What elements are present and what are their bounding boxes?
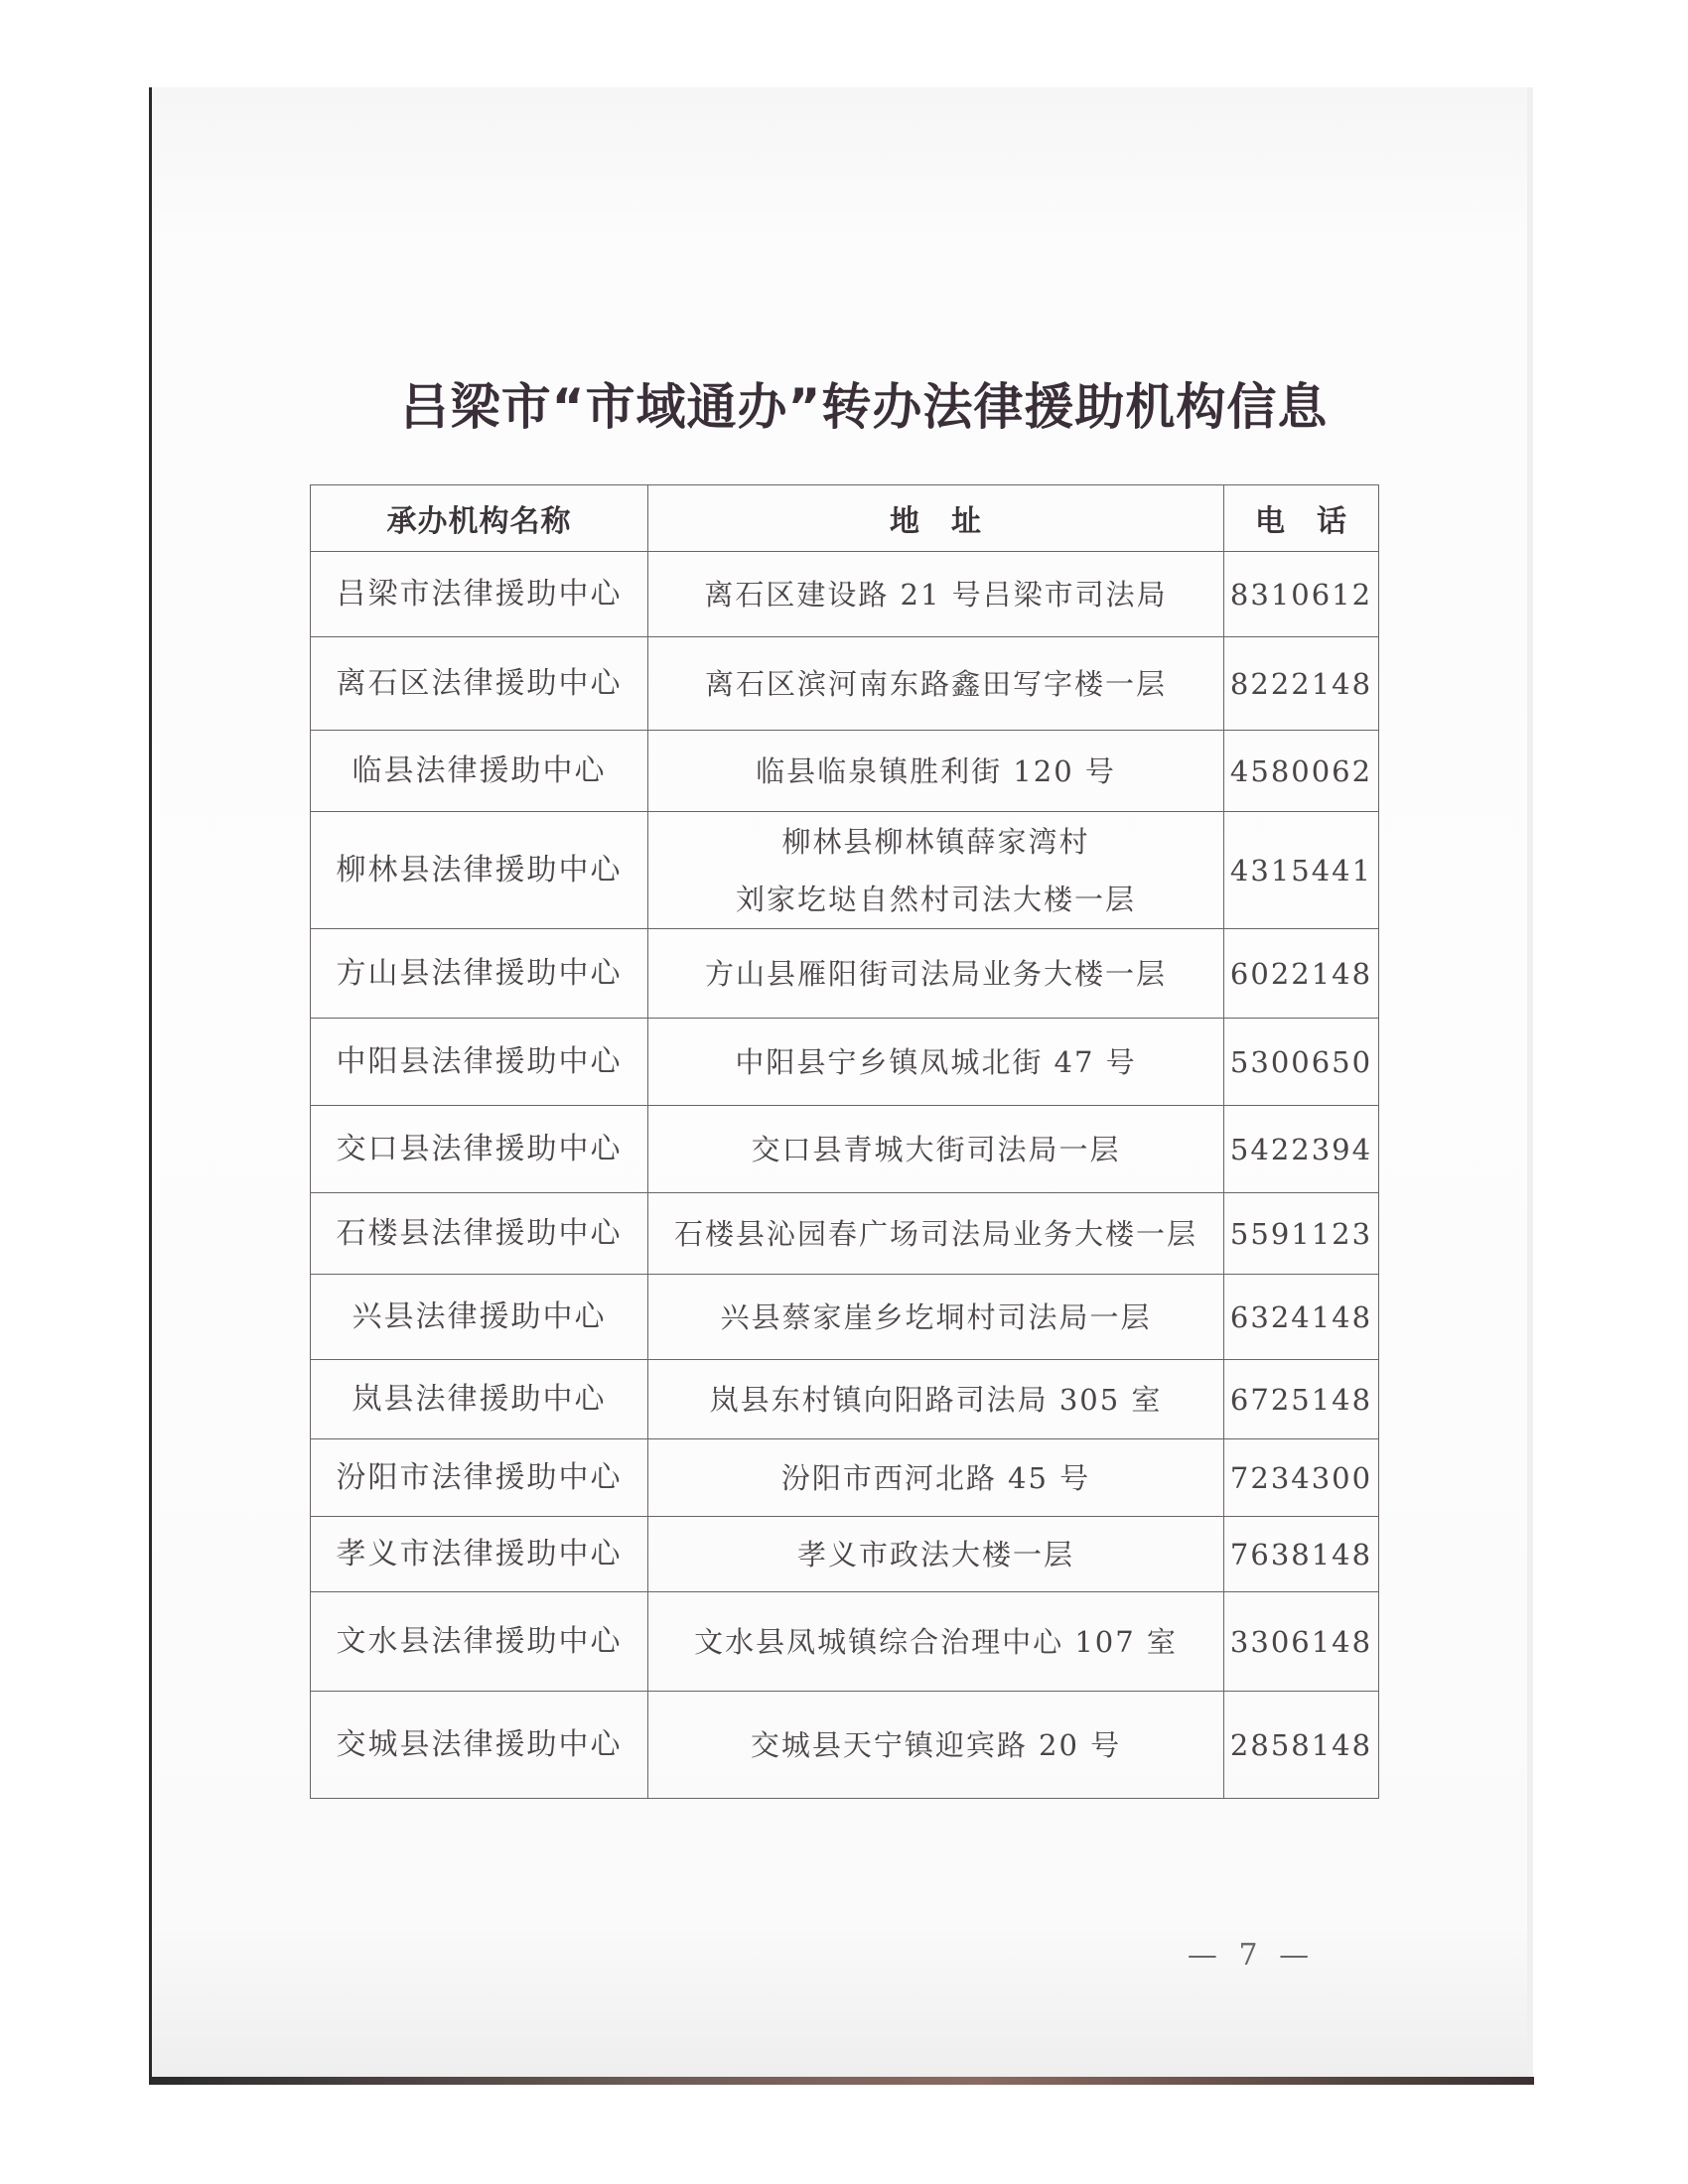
org-name: 吕梁市法律援助中心 (311, 552, 648, 637)
org-phone: 2858148 (1224, 1692, 1379, 1799)
header-phone: 电 话 (1224, 485, 1379, 552)
org-address-multiline (648, 812, 1224, 929)
table-row (311, 1592, 1379, 1692)
org-phone: 8222148 (1224, 637, 1379, 731)
table-header-row (311, 485, 1379, 552)
org-phone: 4580062 (1224, 731, 1379, 812)
org-name: 岚县法律援助中心 (311, 1360, 648, 1439)
org-name: 方山县法律援助中心 (311, 929, 648, 1019)
org-name: 柳林县法律援助中心 (311, 812, 648, 929)
org-phone: 7234300 (1224, 1439, 1379, 1517)
org-phone: 7638148 (1224, 1517, 1379, 1592)
org-phone: 5422394 (1224, 1106, 1379, 1193)
org-name: 兴县法律援助中心 (311, 1275, 648, 1360)
org-name: 孝义市法律援助中心 (311, 1517, 648, 1592)
table-row (311, 1517, 1379, 1592)
org-name: 临县法律援助中心 (311, 731, 648, 812)
org-address: 方山县雁阳街司法局业务大楼一层 (648, 929, 1224, 1019)
org-phone: 5300650 (1224, 1019, 1379, 1106)
table-row (311, 1019, 1379, 1106)
org-name: 汾阳市法律援助中心 (311, 1439, 648, 1517)
table-row (311, 1193, 1379, 1275)
org-address: 临县临泉镇胜利街 120 号 (648, 731, 1224, 812)
org-address: 交口县青城大街司法局一层 (648, 1106, 1224, 1193)
org-address: 离石区滨河南东路鑫田写字楼一层 (648, 637, 1224, 731)
org-address: 石楼县沁园春广场司法局业务大楼一层 (648, 1193, 1224, 1275)
org-address-line1: 柳林县柳林镇薛家湾村 (781, 824, 1090, 859)
org-address: 中阳县宁乡镇凤城北街 47 号 (648, 1019, 1224, 1106)
org-name: 离石区法律援助中心 (311, 637, 648, 731)
document-title: 吕梁市“市域通办”转办法律援助机构信息 (399, 378, 1329, 436)
paper-left-edge (149, 87, 152, 2083)
table-row (311, 731, 1379, 812)
table-row (311, 1275, 1379, 1360)
org-phone: 8310612 (1224, 552, 1379, 637)
page-number: — 7 — (1187, 1938, 1316, 1973)
table-row (311, 1692, 1379, 1799)
table-row (311, 637, 1379, 731)
org-phone: 6022148 (1224, 929, 1379, 1019)
table-row (311, 929, 1379, 1019)
org-name: 交口县法律援助中心 (311, 1106, 648, 1193)
header-name: 承办机构名称 (311, 485, 648, 552)
org-address: 交城县天宁镇迎宾路 20 号 (648, 1692, 1224, 1799)
org-name: 交城县法律援助中心 (311, 1692, 648, 1799)
org-name: 石楼县法律援助中心 (311, 1193, 648, 1275)
table-row (311, 812, 1379, 929)
org-address: 离石区建设路 21 号吕梁市司法局 (648, 552, 1224, 637)
table-row (311, 1439, 1379, 1517)
table-row (311, 1106, 1379, 1193)
legal-aid-table (310, 484, 1379, 1799)
table-row (311, 552, 1379, 637)
org-name: 中阳县法律援助中心 (311, 1019, 648, 1106)
org-phone: 6725148 (1224, 1360, 1379, 1439)
table-row (311, 1360, 1379, 1439)
org-address-line2: 刘家圪垯自然村司法大楼一层 (735, 882, 1136, 916)
org-address: 兴县蔡家崖乡圪垌村司法局一层 (648, 1275, 1224, 1360)
org-phone: 4315441 (1224, 812, 1379, 929)
header-address: 地 址 (648, 485, 1224, 552)
org-address: 岚县东村镇向阳路司法局 305 室 (648, 1360, 1224, 1439)
paper-right-edge (1527, 87, 1533, 2083)
org-name: 文水县法律援助中心 (311, 1592, 648, 1692)
org-phone: 5591123 (1224, 1193, 1379, 1275)
paper-bottom-edge (149, 2077, 1534, 2085)
org-phone: 6324148 (1224, 1275, 1379, 1360)
org-address: 汾阳市西河北路 45 号 (648, 1439, 1224, 1517)
org-address: 文水县凤城镇综合治理中心 107 室 (648, 1592, 1224, 1692)
org-phone: 3306148 (1224, 1592, 1379, 1692)
org-address: 孝义市政法大楼一层 (648, 1517, 1224, 1592)
